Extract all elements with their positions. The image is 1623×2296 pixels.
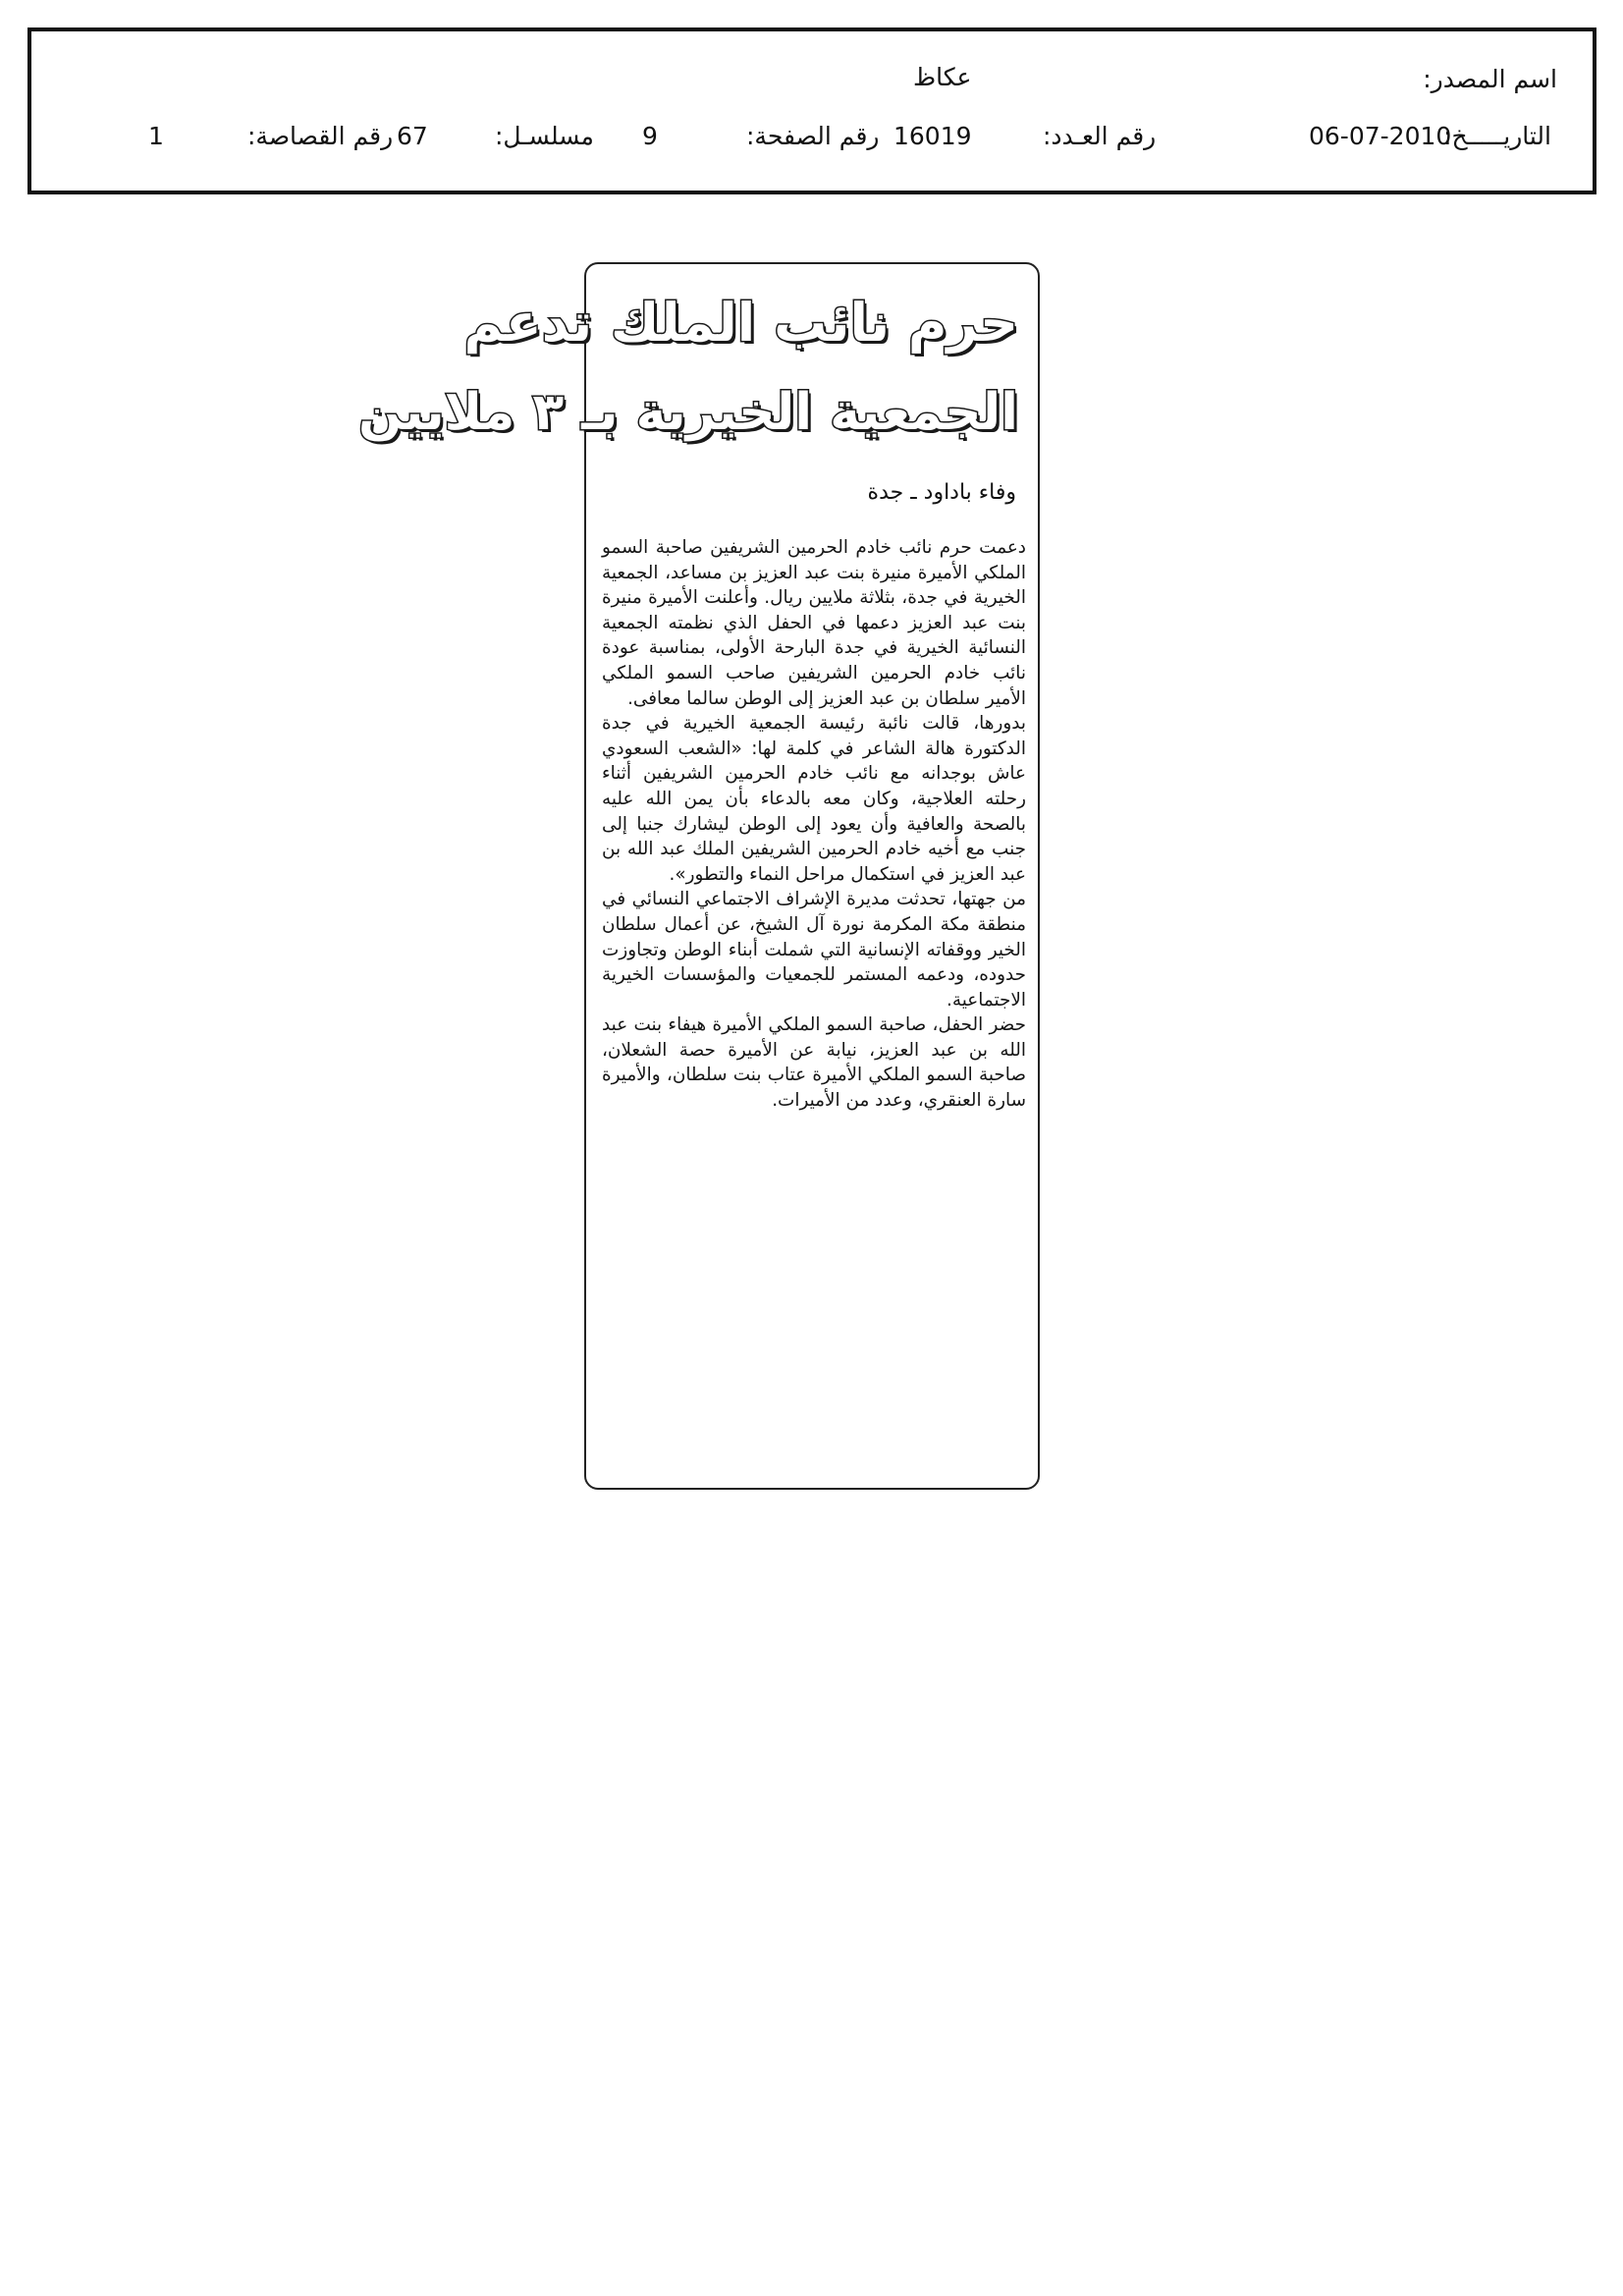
byline: وفاء باداود ـ جدة [867,480,1016,505]
article-clipping [358,262,1040,1490]
clipping-header [27,27,1596,194]
headline-line-2: الجمعية الخيرية بـ ٣ ملايين [358,383,1018,442]
headline-line-1: حرم نائب الملك تدعم [463,292,1018,354]
clip-number-label: رقم القصاصة: [247,122,394,150]
serial-label: مسلسـل: [495,122,594,150]
article-paragraph: بدورها، قالت نائبة رئيسة الجمعية الخيرية في جدة الدكتورة هالة الشاعر في كلمة لها: «الشعب السعودي عاش بوجدانه مع نائب خادم الحرمين الشريفين أثناء رحلته العلاجية، وكان معه بالدعاء بأن يمن الله عليه بالصحة والعافية وأن يعود إلى الوطن ليشارك جنبا إلى جنب مع أخيه خادم الحرمين الشريفين الملك عبد الله بن عبد العزيز في استكمال مراحل النماء والتطور». [602,713,1026,885]
article-paragraph: من جهتها، تحدثت مديرة الإشراف الاجتماعي النسائي في منطقة مكة المكرمة نورة آل الشيخ، عن أعمال سلطان الخير ووقفاته الإنسانية التي شملت أبناء الوطن وتجاوزت حدوده، ودعمه المستمر للجمعيات والمؤسسات الخيرية الاجتماعية. [602,889,1026,1011]
issue-value: 16019 [893,122,972,150]
page-label: رقم الصفحة: [746,122,880,150]
article-paragraph: دعمت حرم نائب خادم الحرمين الشريفين صاحبة السمو الملكي الأميرة منيرة بنت عبد العزيز بن مساعد، الجمعية الخيرية في جدة، بثلاثة ملايين ريال. وأعلنت الأميرة منيرة بنت عبد العزيز دعمها في الحفل الذي نظمته الجمعية النسائية الخيرية في جدة البارحة الأولى، بمناسبة عودة نائب خادم الحرمين الشريفين صاحب السمو الملكي الأمير سلطان بن عبد العزيز إلى الوطن سالما معافى. [602,537,1026,709]
page-value: 9 [642,122,658,150]
source-label: اسم المصدر: [1423,65,1557,93]
article-body [602,535,1026,1114]
clip-number-value: 1 [148,122,164,150]
serial-value: 67 [397,122,428,150]
date-label: التاريـــــخ: [1443,122,1551,150]
article-paragraph: حضر الحفل، صاحبة السمو الملكي الأميرة هيفاء بنت عبد الله بن عبد العزيز، نيابة عن الأميرة حصة الشعلان، صاحبة السمو الملكي الأميرة عتاب بنت سلطان، والأميرة سارة العنقري، وعدد من الأميرات. [602,1014,1026,1112]
date-value: 06-07-2010 [1309,122,1452,150]
issue-label: رقم العـدد: [1043,122,1157,150]
source-value: عكاظ [913,63,972,91]
